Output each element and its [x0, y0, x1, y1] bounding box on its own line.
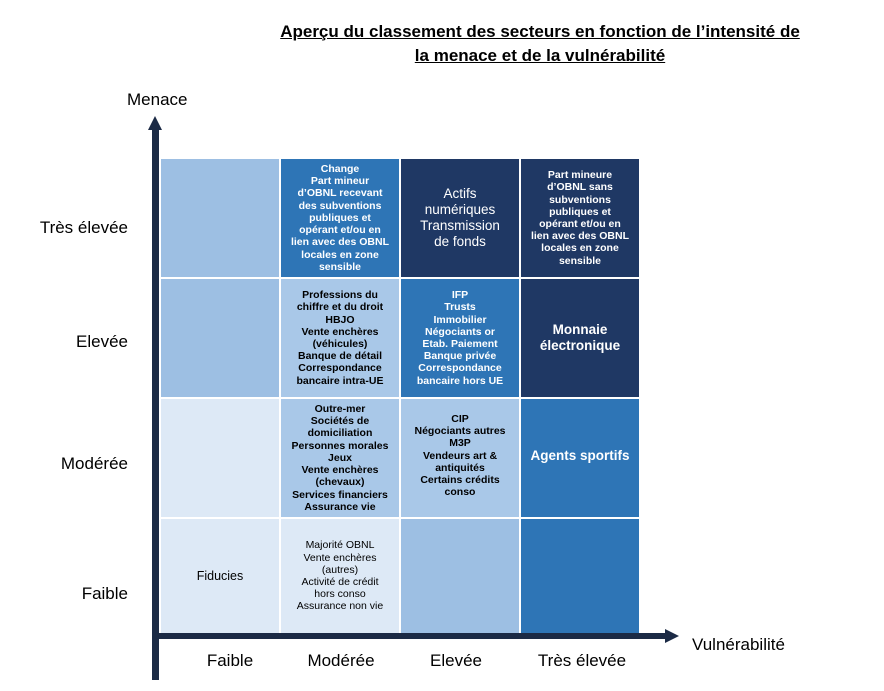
cell-moderee-tres-elevee [520, 398, 640, 518]
y-level-tres-elevee: Très élevée [39, 218, 128, 237]
y-level-moderee: Modérée [60, 454, 128, 473]
x-level-faible: Faible [206, 651, 254, 670]
cell-tres-elevee-moderee [280, 158, 400, 278]
title-line-1: Aperçu du classement des secteurs en fonction de l’intensité de [280, 22, 800, 41]
cell-faible-tres-elevee [520, 518, 640, 634]
cell-faible-faible [160, 518, 280, 634]
x-axis-title: Vulnérabilité [692, 635, 785, 654]
cell-tres-elevee-tres-elevee [520, 158, 640, 278]
cell-faible-elevee [400, 518, 520, 634]
cell-tres-elevee-faible [160, 158, 280, 278]
cell-text: Fiducies [196, 569, 244, 583]
x-level-elevee: Elevée [430, 651, 482, 670]
cell-text: Actifs numériques Transmission de fonds [420, 186, 500, 249]
x-axis-line [152, 633, 667, 639]
diagram-title [230, 20, 850, 68]
y-axis-title: Menace [127, 90, 188, 109]
cell-moderee-faible [160, 398, 280, 518]
cell-text: Majorité OBNL Vente enchères (autres) Activité de crédit hors conso Assurance non vie [296, 539, 384, 613]
cell-text: Change Part mineur d’OBNL recevant des subventions publiques et opérant et/ou en lien avec des OBNL locales en zone sensible [290, 163, 390, 273]
cell-text: IFP Trusts Immobilier Négociants or Etab. Paiement Banque privée Correspondance bancaire hors UE [416, 289, 504, 387]
cell-text: Part mineure d’OBNL sans subventions publiques et opérant et/ou en lien avec des OBNL locales en zone sensible [530, 169, 630, 267]
cell-faible-moderee [280, 518, 400, 634]
cell-elevee-tres-elevee [520, 278, 640, 398]
cell-text: Agents sportifs [530, 448, 630, 463]
cell-elevee-elevee [400, 278, 520, 398]
cell-elevee-faible [160, 278, 280, 398]
cell-tres-elevee-elevee [400, 158, 520, 278]
y-level-elevee: Elevée [76, 332, 128, 351]
cell-text: Outre-mer Sociétés de domiciliation Personnes morales Jeux Vente enchères (chevaux) Services financiers Assurance vie [291, 403, 389, 513]
x-level-moderee: Modérée [307, 651, 375, 670]
x-axis-arrowhead [665, 629, 679, 643]
cell-text: Professions du chiffre et du droit HBJO Vente enchères (véhicules) Banque de détail Correspondance bancaire intra-UE [296, 289, 384, 387]
y-axis-arrowhead [148, 116, 162, 130]
cell-text: Monnaie électronique [539, 322, 621, 353]
cell-moderee-elevee [400, 398, 520, 518]
x-level-tres-elevee: Très élevée [537, 651, 627, 670]
cell-text: CIP Négociants autres M3P Vendeurs art & antiquités Certains crédits conso [414, 413, 506, 499]
cell-elevee-moderee [280, 278, 400, 398]
y-level-faible: Faible [81, 584, 128, 603]
title-line-2: la menace et de la vulnérabilité [414, 46, 666, 65]
cell-moderee-moderee [280, 398, 400, 518]
y-axis-line [152, 128, 159, 680]
